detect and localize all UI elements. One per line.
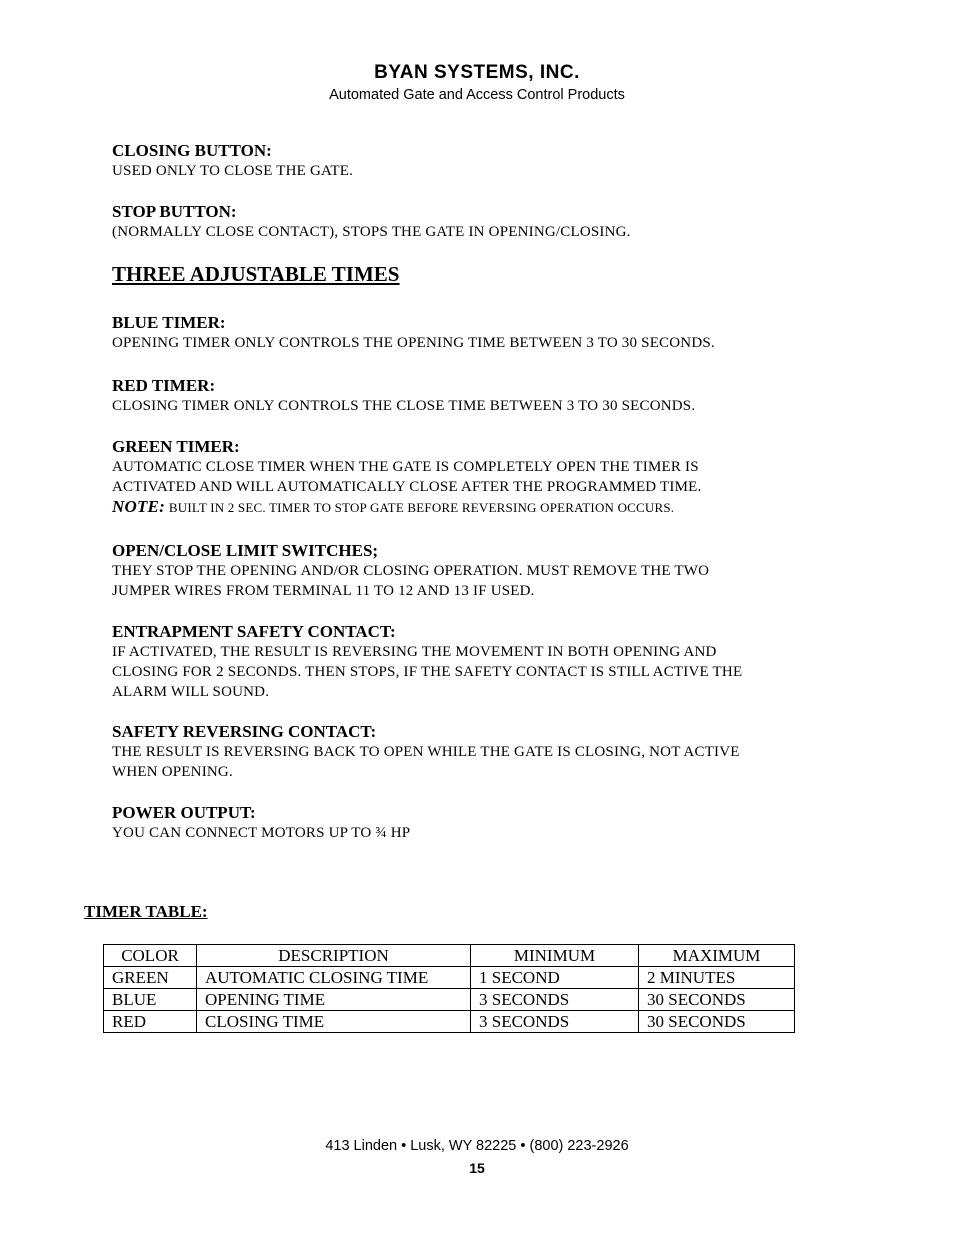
section-text: CLOSING FOR 2 SECONDS. THEN STOPS, IF THE SAFETY CONTACT IS STILL ACTIVE THE [112, 664, 743, 680]
table-cell: 3 SECONDS [471, 1011, 639, 1033]
three-adjustable-times-heading: THREE ADJUSTABLE TIMES [112, 262, 400, 286]
section-safety-reversing [112, 722, 852, 782]
section-green-timer [112, 437, 852, 518]
table-cell: GREEN [104, 967, 197, 989]
section-title: STOP BUTTON: [112, 202, 237, 221]
table-cell: CLOSING TIME [197, 1011, 471, 1033]
section-text: THE RESULT IS REVERSING BACK TO OPEN WHILE THE GATE IS CLOSING, NOT ACTIVE [112, 744, 740, 760]
table-cell: 30 SECONDS [639, 1011, 795, 1033]
footer-address: 413 Linden • Lusk, WY 82225 • (800) 223-2926 [325, 1138, 629, 1154]
section-title: SAFETY REVERSING CONTACT: [112, 722, 377, 741]
section-title: ENTRAPMENT SAFETY CONTACT: [112, 622, 396, 641]
table-cell: 30 SECONDS [639, 989, 795, 1011]
note-text: BUILT IN 2 SEC. TIMER TO STOP GATE BEFORE REVERSING OPERATION OCCURS. [168, 500, 675, 515]
note-label: NOTE: [112, 497, 165, 516]
company-tagline: Automated Gate and Access Control Products [329, 87, 625, 103]
table-header-cell: MINIMUM [471, 945, 639, 967]
table-cell: 1 SECOND [471, 967, 639, 989]
table-cell: RED [104, 1011, 197, 1033]
table-header-row [104, 945, 795, 967]
table-row [104, 989, 795, 1011]
table-cell: 2 MINUTES [639, 967, 795, 989]
section-title: GREEN TIMER: [112, 437, 240, 456]
section-title: POWER OUTPUT: [112, 803, 256, 822]
section-title: CLOSING BUTTON: [112, 141, 272, 160]
table-row [104, 1011, 795, 1033]
section-text: JUMPER WIRES FROM TERMINAL 11 TO 12 AND 13 IF USED. [112, 583, 535, 599]
page-number: 15 [469, 1160, 485, 1176]
section-text: OPENING TIMER ONLY CONTROLS THE OPENING TIME BETWEEN 3 TO 30 SECONDS. [112, 335, 715, 351]
section-text: AUTOMATIC CLOSE TIMER WHEN THE GATE IS COMPLETELY OPEN THE TIMER IS [112, 459, 699, 475]
section-closing-button [112, 141, 852, 181]
table-row [104, 967, 795, 989]
section-title: BLUE TIMER: [112, 313, 226, 332]
table-cell: OPENING TIME [197, 989, 471, 1011]
company-name: BYAN SYSTEMS, INC. [374, 62, 580, 83]
section-text: USED ONLY TO CLOSE THE GATE. [112, 163, 354, 179]
note-line [112, 497, 852, 518]
section-text: ALARM WILL SOUND. [112, 684, 270, 700]
timer-table-title: TIMER TABLE: [84, 902, 208, 921]
section-entrapment-safety [112, 622, 852, 702]
section-power-output [112, 803, 852, 843]
section-text: YOU CAN CONNECT MOTORS UP TO ¾ HP [112, 825, 411, 841]
table-header-cell: DESCRIPTION [197, 945, 471, 967]
section-red-timer [112, 376, 852, 416]
section-stop-button [112, 202, 852, 242]
section-title: RED TIMER: [112, 376, 216, 395]
section-blue-timer [112, 313, 852, 353]
section-text: WHEN OPENING. [112, 764, 233, 780]
section-text: (NORMALLY CLOSE CONTACT), STOPS THE GATE IN OPENING/CLOSING. [112, 224, 631, 240]
section-title: OPEN/CLOSE LIMIT SWITCHES; [112, 541, 379, 560]
timer-table [103, 944, 795, 1033]
table-header-cell: COLOR [104, 945, 197, 967]
table-header-cell: MAXIMUM [639, 945, 795, 967]
section-text: CLOSING TIMER ONLY CONTROLS THE CLOSE TIME BETWEEN 3 TO 30 SECONDS. [112, 398, 696, 414]
table-cell: BLUE [104, 989, 197, 1011]
table-cell: AUTOMATIC CLOSING TIME [197, 967, 471, 989]
section-text: THEY STOP THE OPENING AND/OR CLOSING OPERATION. MUST REMOVE THE TWO [112, 563, 710, 579]
section-text: ACTIVATED AND WILL AUTOMATICALLY CLOSE AFTER THE PROGRAMMED TIME. [112, 479, 702, 495]
section-limit-switches [112, 541, 852, 601]
table-cell: 3 SECONDS [471, 989, 639, 1011]
section-text: IF ACTIVATED, THE RESULT IS REVERSING THE MOVEMENT IN BOTH OPENING AND [112, 644, 717, 660]
